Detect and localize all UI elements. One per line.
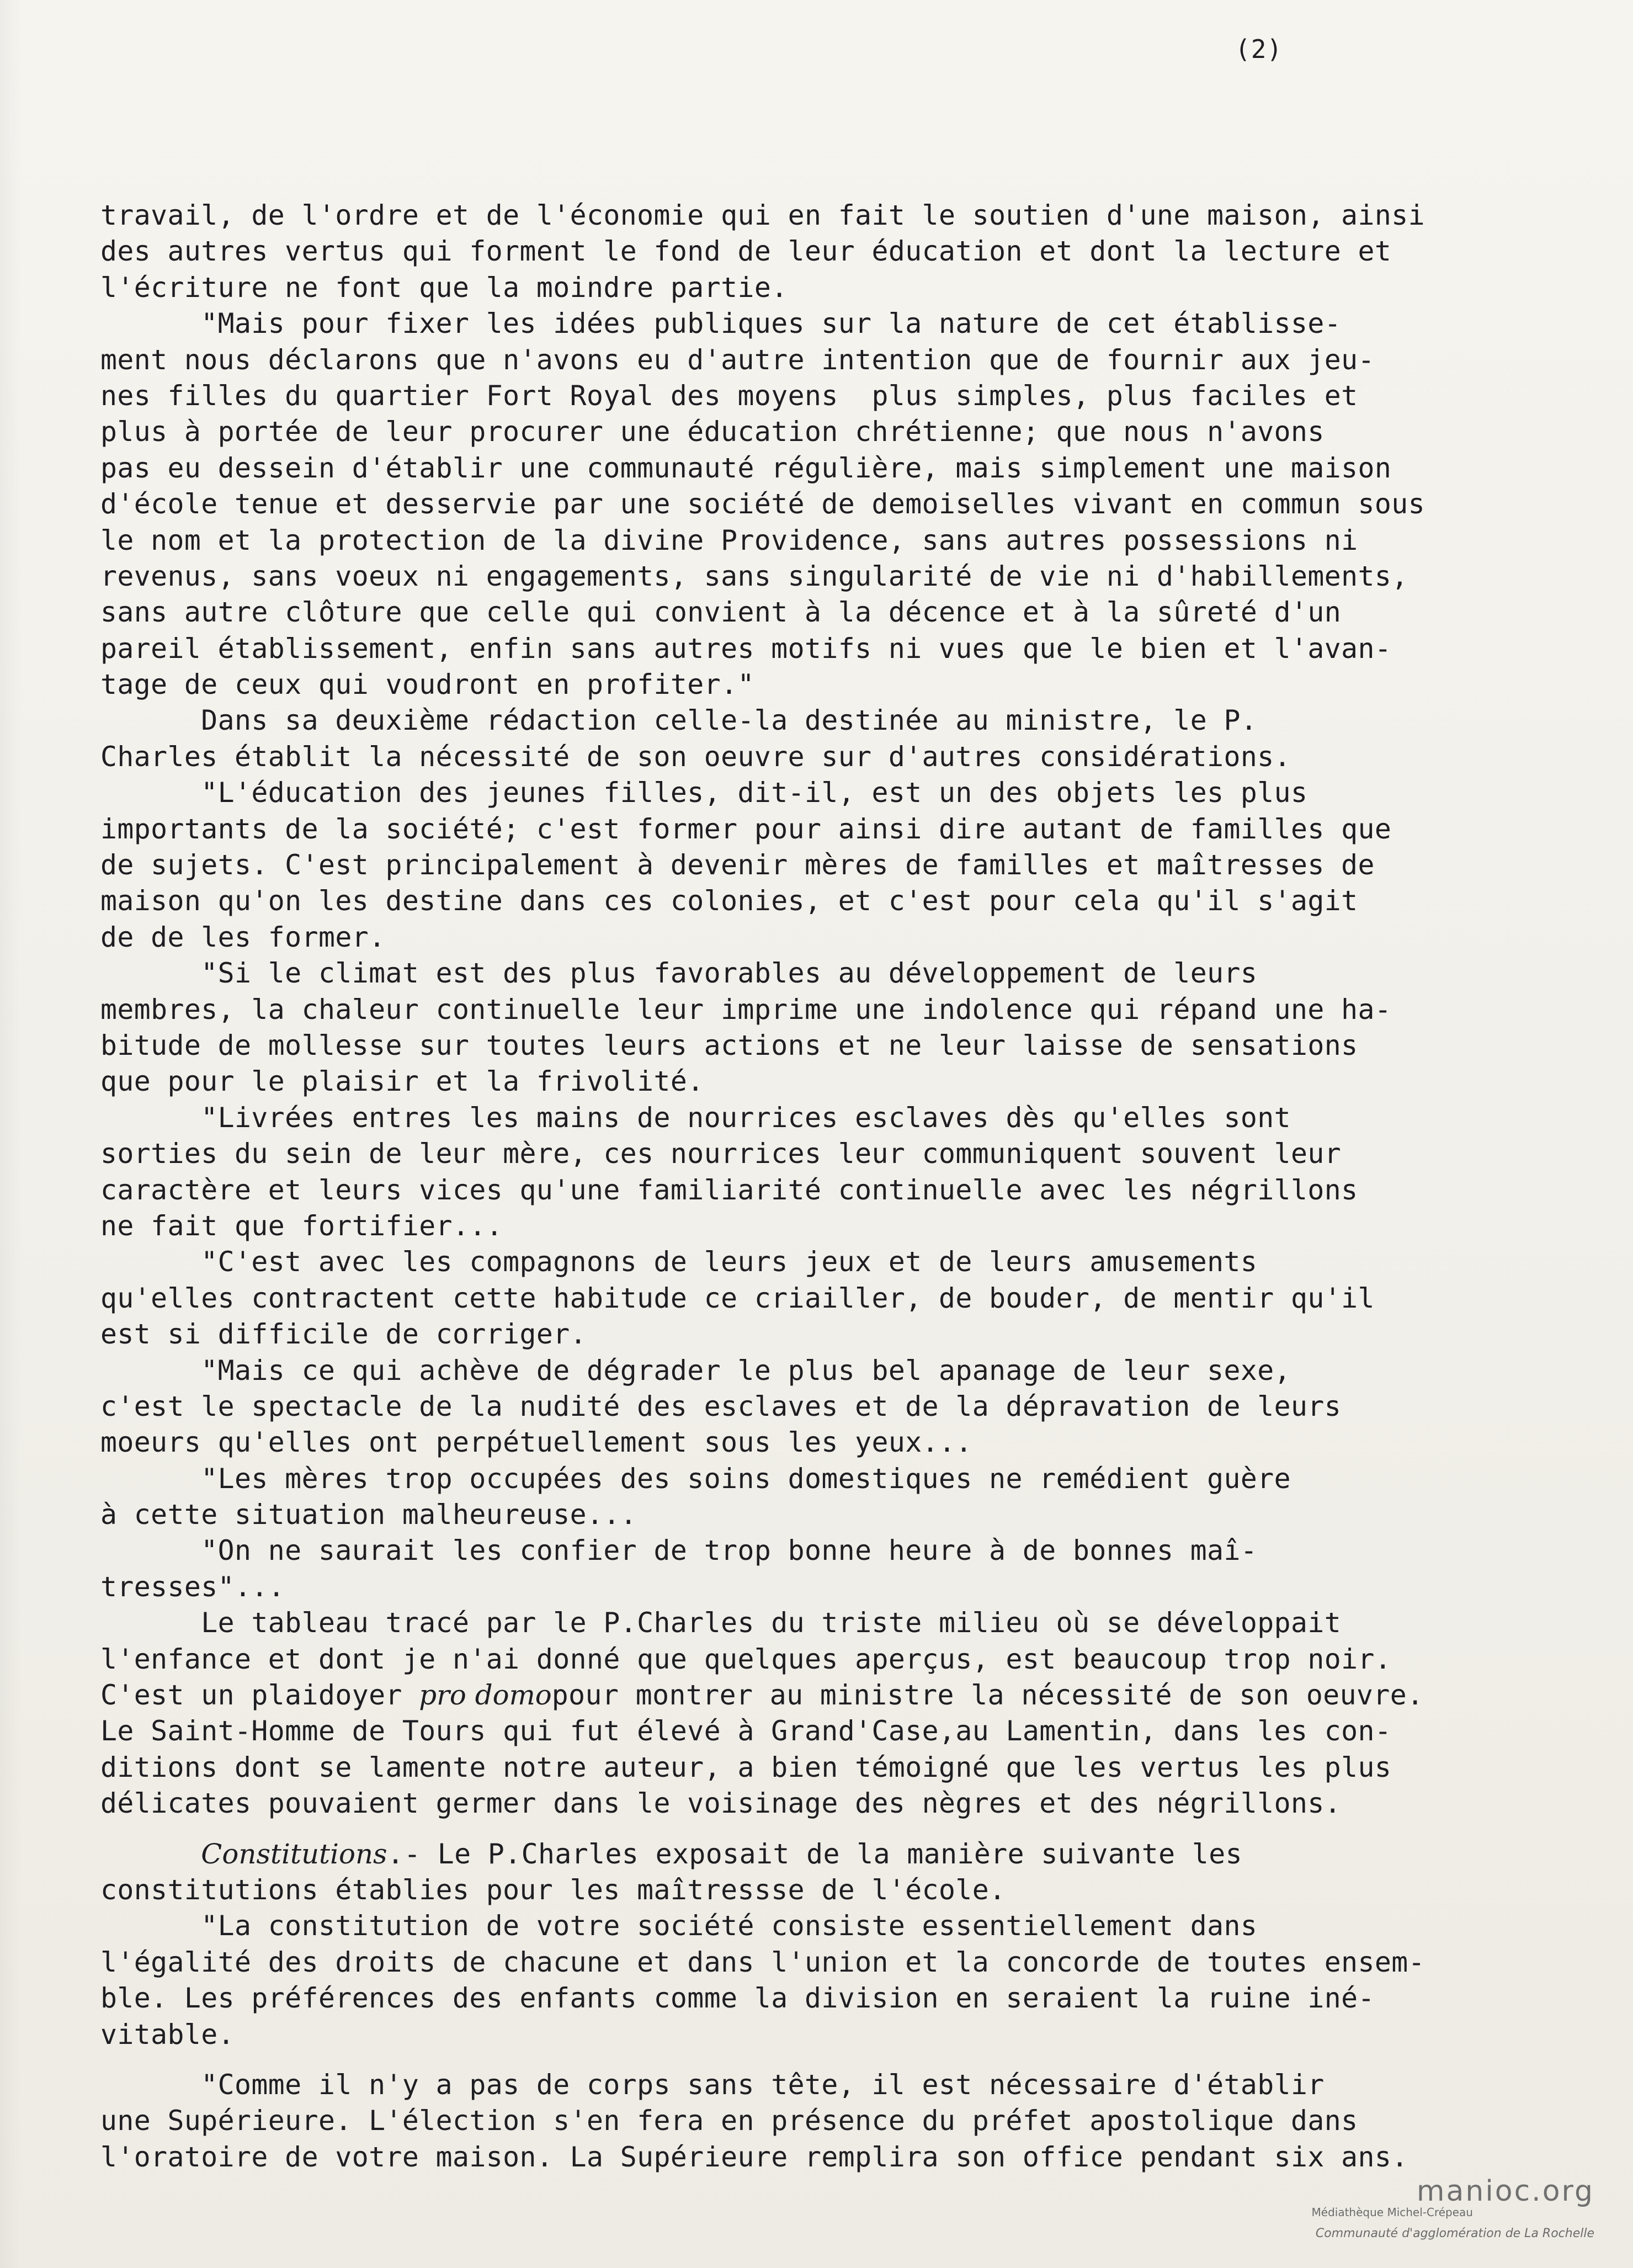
text-line: caractère et leurs vices qu'une familiarité continuelle avec les négrillons	[100, 1173, 1358, 1206]
text-line: une Supérieure. L'élection s'en fera en présence du préfet apostolique dans	[100, 2105, 1358, 2137]
text-line: Le tableau tracé par le P.Charles du triste milieu où se développait	[100, 1607, 1342, 1639]
paragraph	[100, 1605, 1557, 1821]
text-line: l'oratoire de votre maison. La Supérieure remplira son office pendant six ans.	[100, 2140, 1408, 2173]
text-line: le nom et la protection de la divine Providence, sans autres possessions ni	[100, 524, 1358, 556]
text-line: sans autre clôture que celle qui convient à la décence et à la sûreté d'un	[100, 596, 1342, 629]
text-line: "Livrées entres les mains de nourrices esclaves dès qu'elles sont	[100, 1101, 1291, 1134]
document-body	[100, 198, 1557, 2175]
text-line: membres, la chaleur continuelle leur imprime une indolence qui répand une ha-	[100, 993, 1392, 1026]
text-line: "Mais ce qui achève de dégrader le plus bel apanage de leur sexe,	[100, 1354, 1291, 1387]
paragraph	[100, 1822, 1557, 1909]
text-line: c'est le spectacle de la nudité des esclaves et de la dépravation de leurs	[100, 1390, 1342, 1422]
text-line: Le Saint-Homme de Tours qui fut élevé à Grand'Case,au Lamentin, dans les con-	[100, 1715, 1392, 1748]
text-line: tage de ceux qui voudront en profiter."	[100, 668, 754, 701]
watermark-institution: Communauté d'agglomération de La Rochelle	[1315, 2227, 1594, 2240]
paragraph-gap	[100, 1822, 1557, 1836]
text-line: Constitutions.- Le P.Charles exposait de la manière suivante les	[201, 1837, 1242, 1870]
paragraph	[100, 1461, 1557, 1533]
italic-text: pro domo	[419, 1679, 552, 1712]
paragraph	[100, 775, 1557, 955]
paragraph	[100, 306, 1557, 703]
watermark-library-name: Médiathèque Michel-Crépeau	[1311, 2206, 1473, 2219]
paragraph	[100, 1244, 1557, 1352]
text-line: délicates pouvaient germer dans le voisinage des nègres et des négrillons.	[100, 1787, 1342, 1820]
paragraph	[100, 1100, 1557, 1245]
page-number: (2)	[1235, 34, 1283, 64]
text-line: à cette situation malheureuse...	[100, 1499, 637, 1531]
library-watermark	[1312, 2175, 1594, 2240]
text-line: de sujets. C'est principalement à devenir mères de familles et maîtresses de	[100, 849, 1375, 881]
text-line: ble. Les préférences des enfants comme la division en seraient la ruine iné-	[100, 1982, 1375, 2015]
text-line: "Mais pour fixer les idées publiques sur la nature de cet établisse-	[100, 307, 1342, 340]
text-line: sorties du sein de leur mère, ces nourrices leur communiquent souvent leur	[100, 1138, 1342, 1170]
paragraph	[100, 1533, 1557, 1605]
text-line: vitable.	[100, 2018, 235, 2051]
text-line: plus à portée de leur procurer une éducation chrétienne; que nous n'avons	[100, 416, 1325, 448]
text-line: "C'est avec les compagnons de leurs jeux et de leurs amusements	[100, 1246, 1258, 1278]
text-line: des autres vertus qui forment le fond de leur éducation et dont la lecture et	[100, 235, 1392, 268]
text-line: moeurs qu'elles ont perpétuellement sous les yeux...	[100, 1426, 972, 1459]
text-line: tresses"...	[100, 1570, 285, 1603]
paragraph	[100, 955, 1557, 1100]
text-line: revenus, sans voeux ni engagements, sans singularité de vie ni d'habillements,	[100, 560, 1408, 592]
text-line: nes filles du quartier Fort Royal des moyens plus simples, plus faciles et	[100, 379, 1358, 412]
text-line: de de les former.	[100, 921, 386, 953]
text-line: ditions dont se lamente notre auteur, a bien témoigné que les vertus les plus	[100, 1751, 1392, 1783]
text-line: "La constitution de votre société consiste essentiellement dans	[100, 1910, 1258, 1942]
text-line: l'égalité des droits de chacune et dans l'union et la concorde de toutes ensem-	[100, 1946, 1425, 1978]
text-line: Dans sa deuxième rédaction celle-la destinée au ministre, le P.	[100, 704, 1258, 737]
text-line: C'est un plaidoyer pro domopour montrer au ministre la nécessité de son oeuvre.	[100, 1679, 1424, 1712]
text-line: d'école tenue et desservie par une société de demoiselles vivant en commun sous	[100, 488, 1425, 520]
paragraph	[100, 703, 1557, 775]
paragraph	[100, 2053, 1557, 2175]
paragraph	[100, 1908, 1557, 2053]
paragraph	[100, 1353, 1557, 1461]
text-line: pas eu dessein d'établir une communauté régulière, mais simplement une maison	[100, 452, 1392, 484]
text-line: l'écriture ne font que la moindre partie.	[100, 271, 788, 304]
text-line: constitutions établies pour les maîtressse de l'école.	[100, 1873, 1006, 1906]
paragraph	[100, 198, 1557, 306]
watermark-logo: manioc.org	[1416, 2175, 1594, 2208]
text-line: "L'éducation des jeunes filles, dit-il, est un des objets les plus	[100, 777, 1308, 809]
text-line: pareil établissement, enfin sans autres motifs ni vues que le bien et l'avan-	[100, 632, 1392, 665]
text-line: travail, de l'ordre et de l'économie qui en fait le soutien d'une maison, ainsi	[100, 199, 1425, 231]
text-line: qu'elles contractent cette habitude ce criailler, de bouder, de mentir qu'il	[100, 1282, 1375, 1314]
text-line: importants de la société; c'est former pour ainsi dire autant de familles que	[100, 812, 1392, 845]
text-line: est si difficile de corriger.	[100, 1318, 587, 1351]
text-line: bitude de mollesse sur toutes leurs actions et ne leur laisse de sensations	[100, 1029, 1358, 1061]
text-line: l'enfance et dont je n'ai donné que quelques aperçus, est beaucoup trop noir.	[100, 1643, 1392, 1675]
text-line: Charles établit la nécessité de son oeuvre sur d'autres considérations.	[100, 740, 1291, 773]
italic-text: Constitutions	[201, 1837, 387, 1870]
text-line: que pour le plaisir et la frivolité.	[100, 1065, 704, 1098]
text-line: "Comme il n'y a pas de corps sans tête, il est nécessaire d'établir	[100, 2068, 1325, 2101]
text-line: "On ne saurait les confier de trop bonne heure à de bonnes maî-	[100, 1534, 1258, 1567]
text-line: "Si le climat est des plus favorables au développement de leurs	[100, 957, 1258, 990]
text-line: "Les mères trop occupées des soins domestiques ne remédient guère	[100, 1462, 1291, 1495]
text-line: maison qu'on les destine dans ces colonies, et c'est pour cela qu'il s'agit	[100, 885, 1358, 917]
paragraph-gap	[100, 2053, 1557, 2067]
text-line: ne fait que fortifier...	[100, 1209, 503, 1242]
text-line: ment nous déclarons que n'avons eu d'autre intention que de fournir aux jeu-	[100, 343, 1375, 376]
